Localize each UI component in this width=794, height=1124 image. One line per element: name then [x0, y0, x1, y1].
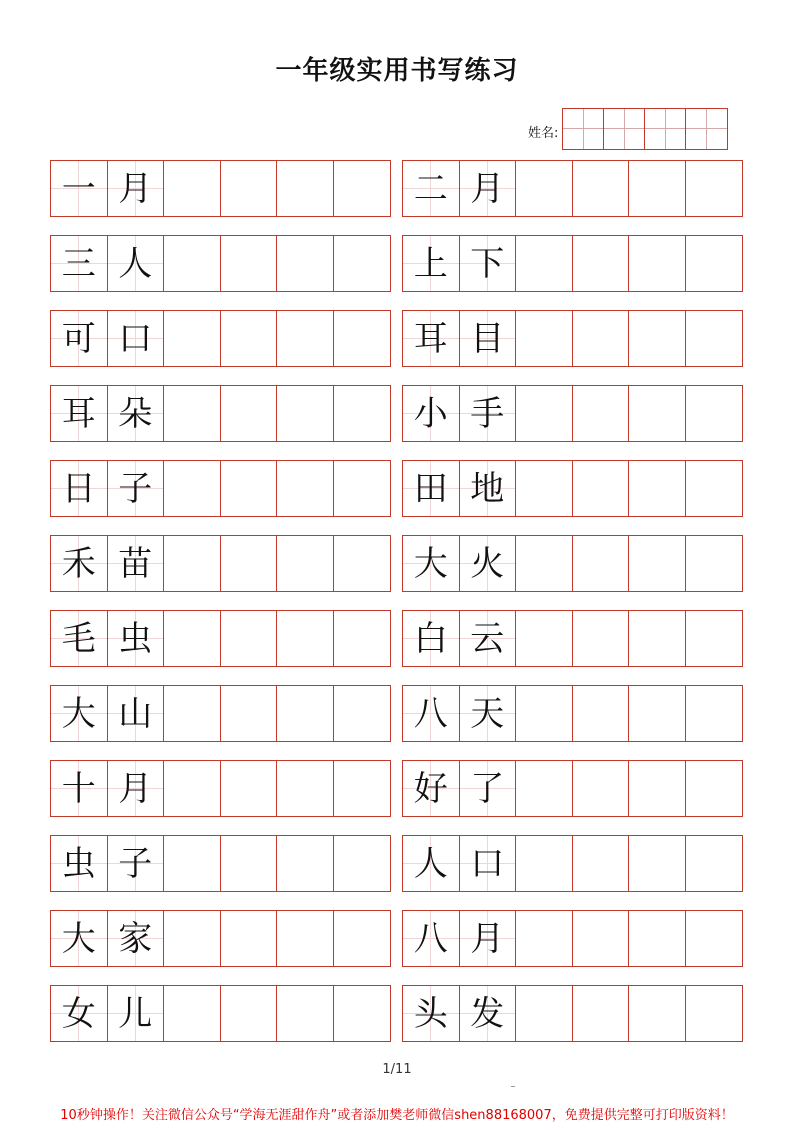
sample-character: 大 [403, 536, 460, 591]
practice-cell[interactable] [221, 836, 278, 891]
practice-cell[interactable] [686, 836, 743, 891]
sample-character: 好 [403, 761, 460, 816]
practice-cell[interactable] [686, 686, 743, 741]
practice-cell[interactable] [686, 611, 743, 666]
word-group-left [50, 985, 391, 1042]
practice-cell[interactable] [164, 911, 221, 966]
practice-cell[interactable] [221, 161, 278, 216]
name-boxes [562, 108, 728, 150]
practice-cell[interactable] [629, 236, 686, 291]
word-group-right [402, 760, 743, 817]
divider [511, 1086, 515, 1087]
sample-character: 发 [460, 986, 517, 1041]
practice-cell[interactable] [686, 236, 743, 291]
word-group-left [50, 685, 391, 742]
practice-cell[interactable] [221, 761, 278, 816]
practice-cell[interactable] [277, 461, 334, 516]
word-group-right [402, 985, 743, 1042]
practice-cell[interactable] [629, 461, 686, 516]
practice-cell[interactable] [277, 986, 334, 1041]
word-group-left [50, 235, 391, 292]
sample-character: 朵 [108, 386, 165, 441]
sample-character: 日 [51, 461, 108, 516]
practice-cell[interactable] [573, 386, 630, 441]
practice-row [50, 835, 743, 892]
sample-character: 火 [460, 536, 517, 591]
sample-character: 家 [108, 911, 165, 966]
practice-cell[interactable] [629, 986, 686, 1041]
sample-character: 口 [108, 311, 165, 366]
word-group-left [50, 535, 391, 592]
practice-cell[interactable] [573, 311, 630, 366]
practice-row [50, 235, 743, 292]
practice-cell[interactable] [629, 761, 686, 816]
practice-cell[interactable] [221, 611, 278, 666]
sample-character: 云 [460, 611, 517, 666]
practice-cell[interactable] [686, 311, 743, 366]
practice-cell[interactable] [221, 386, 278, 441]
practice-cell[interactable] [629, 161, 686, 216]
practice-cell[interactable] [629, 686, 686, 741]
sample-character: 虫 [51, 836, 108, 891]
word-group-right [402, 385, 743, 442]
sample-character: 十 [51, 761, 108, 816]
practice-cell[interactable] [334, 161, 391, 216]
practice-cell[interactable] [164, 311, 221, 366]
practice-cell[interactable] [686, 761, 743, 816]
practice-cell[interactable] [277, 611, 334, 666]
practice-row [50, 685, 743, 742]
name-area [528, 108, 728, 150]
page-title: 一年级实用书写练习 [275, 56, 519, 86]
word-group-right [402, 835, 743, 892]
word-group-left [50, 610, 391, 667]
practice-cell[interactable] [629, 836, 686, 891]
practice-cell[interactable] [516, 986, 573, 1041]
sample-character: 二 [403, 161, 460, 216]
practice-cell[interactable] [686, 986, 743, 1041]
practice-cell[interactable] [221, 986, 278, 1041]
practice-cell[interactable] [686, 461, 743, 516]
word-group-left [50, 385, 391, 442]
practice-cell[interactable] [686, 536, 743, 591]
practice-cell[interactable] [573, 536, 630, 591]
sample-character: 耳 [403, 311, 460, 366]
sample-character: 可 [51, 311, 108, 366]
name-label: 姓名: [528, 125, 559, 141]
practice-row [50, 460, 743, 517]
sample-character: 目 [460, 311, 517, 366]
footer-notice: 10秒钟操作！关注微信公众号“学海无涯甜作舟”或者添加樊老师微信shen88168007，免费提供完整可打印版资料！ [60, 1108, 734, 1123]
sample-character: 地 [460, 461, 517, 516]
sample-character: 耳 [51, 386, 108, 441]
sample-character: 苗 [108, 536, 165, 591]
word-group-right [402, 160, 743, 217]
practice-cell[interactable] [573, 911, 630, 966]
practice-cell[interactable] [221, 461, 278, 516]
word-group-right [402, 535, 743, 592]
practice-cell[interactable] [516, 536, 573, 591]
word-group-left [50, 310, 391, 367]
practice-cell[interactable] [221, 686, 278, 741]
practice-cell[interactable] [277, 236, 334, 291]
practice-cell[interactable] [516, 836, 573, 891]
sample-character: 了 [460, 761, 517, 816]
practice-row [50, 760, 743, 817]
sample-character: 三 [51, 236, 108, 291]
practice-cell[interactable] [573, 686, 630, 741]
practice-cell[interactable] [629, 911, 686, 966]
practice-cell[interactable] [277, 836, 334, 891]
sample-character: 子 [108, 461, 165, 516]
sample-character: 女 [51, 986, 108, 1041]
practice-cell[interactable] [164, 386, 221, 441]
name-box [645, 109, 686, 149]
sample-character: 口 [460, 836, 517, 891]
practice-row [50, 985, 743, 1042]
practice-cell[interactable] [516, 161, 573, 216]
practice-cell[interactable] [573, 461, 630, 516]
page-number: 1/11 [382, 1062, 412, 1077]
practice-cell[interactable] [334, 386, 391, 441]
practice-row [50, 610, 743, 667]
practice-cell[interactable] [334, 761, 391, 816]
practice-cell[interactable] [334, 236, 391, 291]
practice-cell[interactable] [277, 761, 334, 816]
sample-character: 八 [403, 911, 460, 966]
practice-cell[interactable] [573, 236, 630, 291]
sample-character: 田 [403, 461, 460, 516]
sample-character: 手 [460, 386, 517, 441]
word-group-right [402, 310, 743, 367]
name-box [563, 109, 604, 149]
word-group-right [402, 685, 743, 742]
practice-cell[interactable] [164, 761, 221, 816]
sample-character: 白 [403, 611, 460, 666]
practice-cell[interactable] [221, 536, 278, 591]
practice-cell[interactable] [686, 911, 743, 966]
practice-cell[interactable] [629, 386, 686, 441]
sample-character: 大 [51, 686, 108, 741]
practice-row [50, 385, 743, 442]
practice-cell[interactable] [573, 611, 630, 666]
sample-character: 大 [51, 911, 108, 966]
sample-character: 虫 [108, 611, 165, 666]
practice-cell[interactable] [334, 836, 391, 891]
practice-cell[interactable] [277, 686, 334, 741]
practice-cell[interactable] [334, 611, 391, 666]
practice-cell[interactable] [164, 686, 221, 741]
sample-character: 下 [460, 236, 517, 291]
practice-cell[interactable] [221, 311, 278, 366]
practice-cell[interactable] [686, 386, 743, 441]
word-group-left [50, 160, 391, 217]
practice-cell[interactable] [516, 311, 573, 366]
practice-row [50, 310, 743, 367]
sample-character: 八 [403, 686, 460, 741]
practice-cell[interactable] [334, 536, 391, 591]
sample-character: 月 [108, 761, 165, 816]
practice-cell[interactable] [164, 536, 221, 591]
practice-cell[interactable] [164, 986, 221, 1041]
word-group-left [50, 760, 391, 817]
word-group-right [402, 910, 743, 967]
word-group-right [402, 610, 743, 667]
sample-character: 山 [108, 686, 165, 741]
practice-cell[interactable] [686, 161, 743, 216]
practice-cell[interactable] [277, 311, 334, 366]
sample-character: 头 [403, 986, 460, 1041]
sample-character: 月 [108, 161, 165, 216]
sample-character: 月 [460, 911, 517, 966]
practice-cell[interactable] [629, 611, 686, 666]
practice-cell[interactable] [516, 686, 573, 741]
word-group-left [50, 835, 391, 892]
sample-character: 天 [460, 686, 517, 741]
name-box [604, 109, 645, 149]
practice-cell[interactable] [516, 461, 573, 516]
practice-cell[interactable] [334, 911, 391, 966]
practice-cell[interactable] [573, 161, 630, 216]
practice-cell[interactable] [516, 761, 573, 816]
practice-cell[interactable] [221, 911, 278, 966]
practice-cell[interactable] [334, 311, 391, 366]
practice-cell[interactable] [277, 161, 334, 216]
practice-row [50, 160, 743, 217]
word-group-left [50, 910, 391, 967]
practice-cell[interactable] [164, 236, 221, 291]
practice-row [50, 910, 743, 967]
word-group-left [50, 460, 391, 517]
practice-cell[interactable] [516, 236, 573, 291]
sample-character: 上 [403, 236, 460, 291]
sample-character: 禾 [51, 536, 108, 591]
practice-cell[interactable] [277, 386, 334, 441]
practice-cell[interactable] [573, 761, 630, 816]
practice-cell[interactable] [516, 611, 573, 666]
practice-cell[interactable] [164, 461, 221, 516]
practice-cell[interactable] [277, 911, 334, 966]
sample-character: 小 [403, 386, 460, 441]
sample-character: 毛 [51, 611, 108, 666]
sample-character: 一 [51, 161, 108, 216]
word-group-right [402, 235, 743, 292]
sample-character: 人 [403, 836, 460, 891]
practice-cell[interactable] [629, 536, 686, 591]
practice-cell[interactable] [277, 536, 334, 591]
practice-row [50, 535, 743, 592]
practice-cell[interactable] [164, 611, 221, 666]
practice-cell[interactable] [516, 911, 573, 966]
practice-cell[interactable] [334, 461, 391, 516]
practice-cell[interactable] [221, 236, 278, 291]
name-box [686, 109, 727, 149]
sample-character: 人 [108, 236, 165, 291]
word-group-right [402, 460, 743, 517]
sample-character: 月 [460, 161, 517, 216]
practice-cell[interactable] [629, 311, 686, 366]
practice-cell[interactable] [164, 161, 221, 216]
practice-cell[interactable] [164, 836, 221, 891]
practice-cell[interactable] [516, 386, 573, 441]
practice-cell[interactable] [573, 836, 630, 891]
sample-character: 儿 [108, 986, 165, 1041]
practice-cell[interactable] [334, 686, 391, 741]
practice-cell[interactable] [573, 986, 630, 1041]
practice-cell[interactable] [334, 986, 391, 1041]
sample-character: 子 [108, 836, 165, 891]
